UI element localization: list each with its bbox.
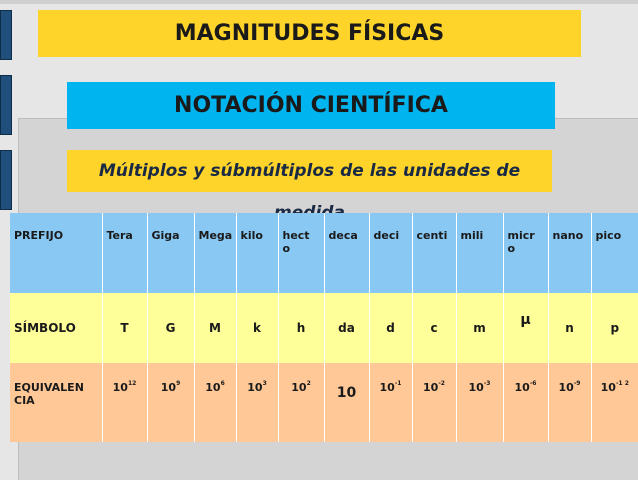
symbol-cell: k	[236, 293, 278, 363]
prefix-cell: deci	[369, 213, 412, 293]
prefix-cell: hect o	[278, 213, 324, 293]
symbol-cell: p	[591, 293, 638, 363]
equivalence-cell: $10^{-1}$	[369, 363, 412, 442]
equivalence-cell: $10^3$	[236, 363, 278, 442]
prefix-row-label: PREFIJO	[10, 213, 102, 293]
prefix-row	[10, 213, 638, 293]
symbol-cell: M	[194, 293, 236, 363]
symbol-cell: h	[278, 293, 324, 363]
prefix-cell: centi	[412, 213, 456, 293]
symbol-cell: n	[548, 293, 591, 363]
title-banner: MAGNITUDES FÍSICAS	[38, 10, 581, 57]
units-table	[10, 213, 638, 442]
equivalence-cell: $10^{-1 2}$	[591, 363, 638, 442]
symbol-cell	[503, 293, 548, 363]
prefix-cell: pico	[591, 213, 638, 293]
side-tab-2	[0, 75, 12, 135]
prefix-cell: kilo	[236, 213, 278, 293]
equivalence-cell: $10^{-3}$	[456, 363, 503, 442]
equivalence-row	[10, 363, 638, 442]
equivalence-cell: $10^{12}$	[102, 363, 147, 442]
equivalence-cell: $10^6$	[194, 363, 236, 442]
prefix-cell: mili	[456, 213, 503, 293]
prefix-cell: Giga	[147, 213, 194, 293]
equivalence-cell: $10^{-9}$	[548, 363, 591, 442]
symbol-row-label: SÍMBOLO	[10, 293, 102, 363]
symbol-cell: m	[456, 293, 503, 363]
prefix-cell: nano	[548, 213, 591, 293]
symbol-cell: c	[412, 293, 456, 363]
prefix-cell: Tera	[102, 213, 147, 293]
equivalence-cell: $10^9$	[147, 363, 194, 442]
side-tab-3	[0, 150, 12, 210]
equivalence-cell: 10	[324, 363, 369, 442]
equivalence-row-label: EQUIVALEN CIA	[10, 363, 102, 442]
micro-symbol: μ	[520, 312, 531, 328]
equivalence-cell: $10^{-6}$	[503, 363, 548, 442]
caption-banner: Múltiplos y súbmúltiplos de las unidades de	[67, 150, 552, 192]
prefix-cell: deca	[324, 213, 369, 293]
equivalence-cell: $10^{-2}$	[412, 363, 456, 442]
side-tab-1	[0, 10, 12, 60]
symbol-cell: d	[369, 293, 412, 363]
equivalence-cell: $10^2$	[278, 363, 324, 442]
prefix-cell: Mega	[194, 213, 236, 293]
symbol-cell: T	[102, 293, 147, 363]
slide-frame-top	[0, 0, 638, 4]
symbol-cell: da	[324, 293, 369, 363]
subtitle-banner: NOTACIÓN CIENTÍFICA	[67, 82, 555, 129]
symbol-row	[10, 293, 638, 363]
symbol-cell: G	[147, 293, 194, 363]
prefix-cell: micr o	[503, 213, 548, 293]
